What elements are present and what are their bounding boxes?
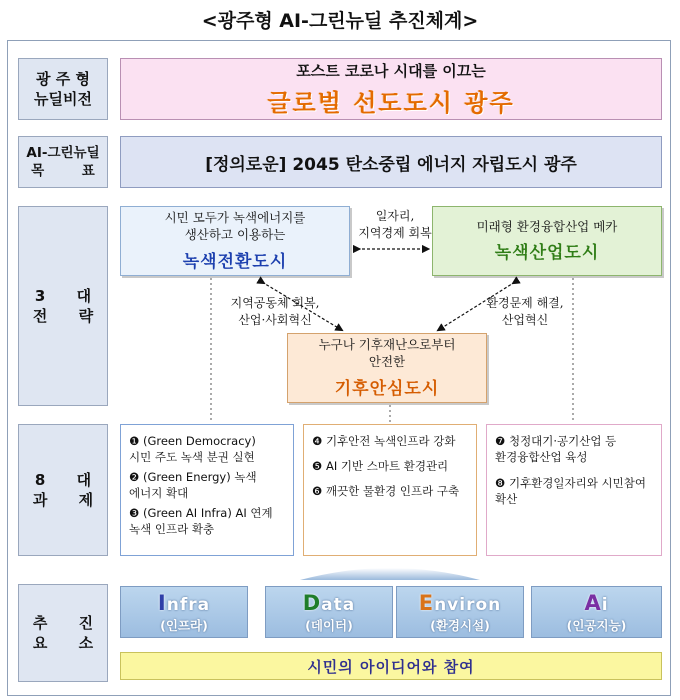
note-line2: 산업혁신 [501, 313, 549, 328]
elements-label-line2: 요 소 [32, 634, 94, 652]
fan-decoration [300, 568, 480, 580]
note-line1: 지역공동체 회복, [230, 296, 320, 310]
goal-text: [정의로운] 2045 탄소중립 에너지 자립도시 광주 [205, 154, 577, 175]
note-line1: 일자리, [375, 209, 415, 223]
tile-sub: (인프라) [160, 617, 208, 633]
task-item: ❼ 청정대기·공기산업 등 환경융합산업 육성 [495, 434, 617, 465]
tasks-label-line2: 과 제 [32, 491, 94, 509]
task-item: ❺ AI 기반 스마트 환경관리 [312, 459, 449, 474]
task-item: ❽ 기후환경일자리와 시민참여 확산 [495, 476, 646, 507]
tile-sub: (데이터) [305, 617, 353, 633]
tile-rest: i [601, 594, 609, 615]
strategy-card-sub2: 안전한 [368, 354, 406, 369]
strategy-label-line2: 전 략 [32, 307, 94, 325]
task-item: ❹ 기후안전 녹색인프라 강화 [312, 434, 456, 448]
tile-initial: I [157, 590, 167, 615]
strategy-label-line1: 3 대 [34, 286, 92, 305]
tile-rest: nviron [434, 594, 502, 615]
strategy-card-sub1: 누구나 기후재난으로부터 [318, 337, 456, 353]
task-item: ❷ (Green Energy) 녹색 에너지 확대 [129, 470, 257, 501]
task-item: ❶ (Green Democracy) 시민 주도 녹색 분권 실현 [129, 434, 256, 465]
strategy-card-name: 녹색산업도시 [494, 243, 600, 264]
tile-rest: nfra [166, 594, 211, 615]
strategy-card-sub2: 생산하고 이용하는 [184, 227, 286, 242]
task-item: ❸ (Green AI Infra) AI 연계 녹색 인프라 확충 [129, 506, 273, 537]
vision-line1: 포스트 코로나 시대를 이끄는 [296, 62, 486, 80]
tile-initial: A [584, 590, 602, 615]
strategy-card-sub1: 시민 모두가 녹색에너지를 [164, 210, 306, 226]
page-title: <광주형 AI-그린뉴딜 추진체계> [201, 10, 479, 32]
vision-label-line1: 광 주 형 [36, 69, 90, 88]
vision-line2: 글로벌 선도도시 광주 [267, 89, 515, 117]
strategy-card-name: 녹색전환도시 [182, 251, 288, 272]
elements-label-line1: 추 진 [32, 613, 94, 632]
tile-sub: (환경시설) [430, 617, 490, 633]
task-item: ❻ 깨끗한 물환경 인프라 구축 [312, 484, 460, 499]
tile-sub: (인공지능) [566, 617, 627, 633]
goal-label-line2: 목 표 [31, 163, 95, 179]
tile-initial: E [418, 590, 435, 615]
note-line1: 환경문제 해결, [486, 296, 564, 310]
civic-participation-bar: 시민의 아이디어와 참여 [120, 652, 662, 680]
tile-initial: D [302, 590, 322, 615]
goal-label-line1: AI-그린뉴딜 [26, 144, 100, 161]
vision-label-line2: 뉴딜비전 [34, 90, 92, 108]
note-line2: 지역경제 회복 [358, 226, 432, 241]
arrow-industry-climate [440, 282, 515, 329]
arrow-transition-climate [262, 282, 340, 329]
tile-rest: ata [321, 594, 356, 615]
strategy-card-name: 기후안심도시 [334, 378, 440, 399]
note-line2: 산업·사회혁신 [238, 313, 312, 328]
strategy-card-sub1: 미래형 환경융합산업 메카 [476, 218, 618, 234]
tasks-label-line1: 8 대 [34, 470, 92, 489]
